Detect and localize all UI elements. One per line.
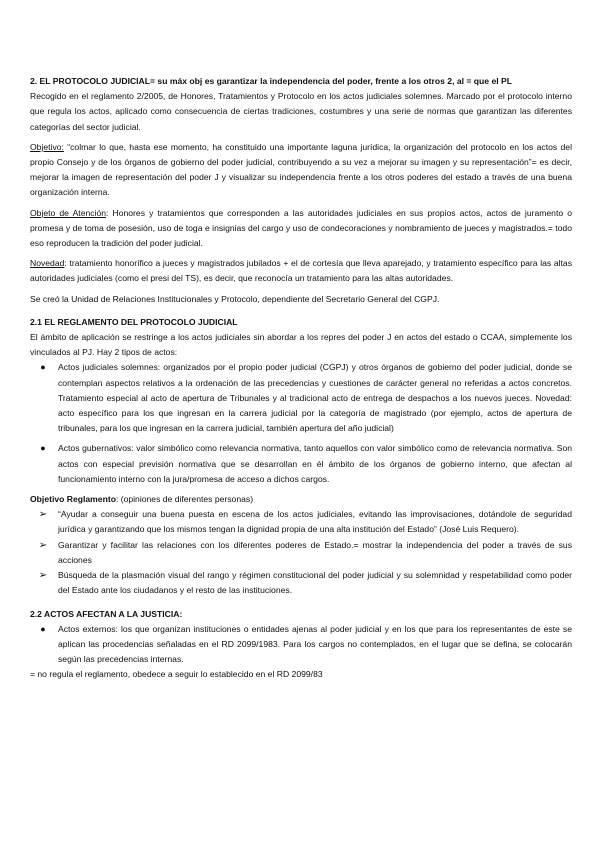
paragraph-closing: = no regula el reglamento, obedece a seguir lo establecido en el RD 2099/83 (30, 669, 323, 680)
bullet-icon: ● (40, 443, 46, 454)
text-objetivo: “colmar lo que, hasta ese momento, ha constituido una importante laguna jurídica, la organización del protocolo en los actos del propio Consejo y de los órganos de gobierno del poder judicial, contribuyendo a su vez a mejorar su imagen y su representación”= es decir, mejorar la imagen de representación del poder J y visualizar su independencia frente a los otros poderes del estado a través de una buena organización interna. (30, 141, 572, 198)
bullet-icon: ● (40, 362, 46, 373)
list-item: ➢ “Ayudar a conseguir una buena puesta en escena de los actos judiciales, evitando las improvisaciones, dotándole de seguridad jurídica y garantizando que los mismos tengan la dignidad propia de una alta institución del Estado” (José Luis Requero). (30, 507, 572, 537)
label-objeto: Objeto de Atención (30, 207, 107, 218)
list-item: ● Actos judiciales solemnes: organizados por el propio poder judicial (CGPJ) y otros órganos de gobierno del poder judicial, donde se contemplan aspectos relativos a la ordenación de las precedencias y cuestiones de carácter general no referidas a actos concretos. Tratamiento especial al acto de apertura de Tribunales y al tradicional acto de entrega de despachos a los nuevos jueces. Novedad: acto específico para los que ingresan en la carrera judicial por la categoría de magistrado (por ejemplo, actos de apertura de tribunales, para los que ingresan en la carrera judicial, también apertura del año judicial) (30, 360, 572, 436)
arrow-icon: ➢ (38, 570, 48, 582)
paragraph-novedad (30, 256, 572, 286)
subsection-heading-2-2: 2.2 ACTOS AFECTAN A LA JUSTICIA: (30, 608, 183, 619)
list-item: ➢ Garantizar y facilitar las relaciones con los diferentes poderes de Estado.= mostrar la independencia del poder a través de sus acciones (30, 538, 572, 568)
paragraph-unidad: Se creó la Unidad de Relaciones Institucionales y Protocolo, dependiente del Secretario General del CGPJ. (30, 293, 440, 304)
bullet-list-actos (30, 360, 572, 487)
paragraph-intro: Recogido en el reglamento 2/2005, de Honores, Tratamientos y Protocolo en los actos judiciales solemnes. Marcado por el protocolo interno que regula los actos, aplicado como consecuencia de ciertas tradiciones, costumbres y una serie de normas que garantizan las diferentes categorías del sector judicial. (30, 91, 572, 132)
arrow-icon: ➢ (38, 509, 48, 521)
paragraph-objetivo (30, 140, 572, 201)
label-novedad: Novedad (30, 258, 65, 269)
subsection-heading-2-1: 2.1 EL REGLAMENTO DEL PROTOCOLO JUDICIAL (30, 316, 238, 327)
section-heading: 2. EL PROTOCOLO JUDICIAL= su máx obj es garantizar la independencia del poder, frente a los otros 2, al = que el PL (30, 76, 513, 86)
paragraph-ambito: El ámbito de aplicación se restringe a los actos judiciales sin abordar a los repres del poder J en actos del estado o CCAA, simplemente los vinculados al PJ. Hay 2 tipos de actos: (30, 332, 572, 358)
text-objeto: : Honores y tratamientos que corresponden a las autoridades judiciales en sus propios actos, actos de juramento o promesa y de toma de posesión, uso de toga e insignias del cargo y uso de condecoraciones y nombramiento de jueces y magistrados.= todo eso reproducen la tradición del poder judicial. (30, 207, 572, 249)
bullet-icon: ● (40, 623, 46, 634)
paragraph-objeto (30, 206, 572, 252)
list-item: ➢ Búsqueda de la plasmación visual del rango y régimen constitucional del poder judicial y su solemnidad y respetabilidad como poder del Estado ante los ciudadanos y el resto de las instituciones. (30, 568, 572, 598)
list-item: ● Actos gubernativos: valor simbólico como relevancia normativa, tanto aquellos con valor simbólico como de relevancia normativa. Son actos con especial previsión normativa que se desarrollan en él ámbito de los órganos de gobierno interno, que afectan al funcionamiento interno con la jura/promesa de acceso a dichos cargos. (30, 441, 572, 487)
document-page (30, 74, 572, 683)
bullet-list-externos (30, 622, 572, 668)
text-novedad: : tratamiento honorífico a jueces y magistrados jubilados + el de cortesía que lleva aparejado, y tratamiento específico para las altas autoridades judiciales (como el presi del TS), es decir, que reconocía un tratamiento para las altas autoridades. (30, 258, 572, 284)
arrow-icon: ➢ (38, 539, 48, 551)
label-objetivo: Objetivo: (30, 141, 64, 152)
arrow-list-objetivos (30, 507, 572, 598)
list-item: ● Actos externos: los que organizan instituciones o entidades ajenas al poder judicial y en los que para los representantes de este se aplican las procedencias señaladas en el RD 2099/1983. Para los cargos no contemplados, en el lugar que se defina, se colocarán según las precedencias internas. (30, 622, 572, 668)
subsection-heading-objetivo: Objetivo Reglamento: (opiniones de diferentes personas) (30, 494, 254, 505)
